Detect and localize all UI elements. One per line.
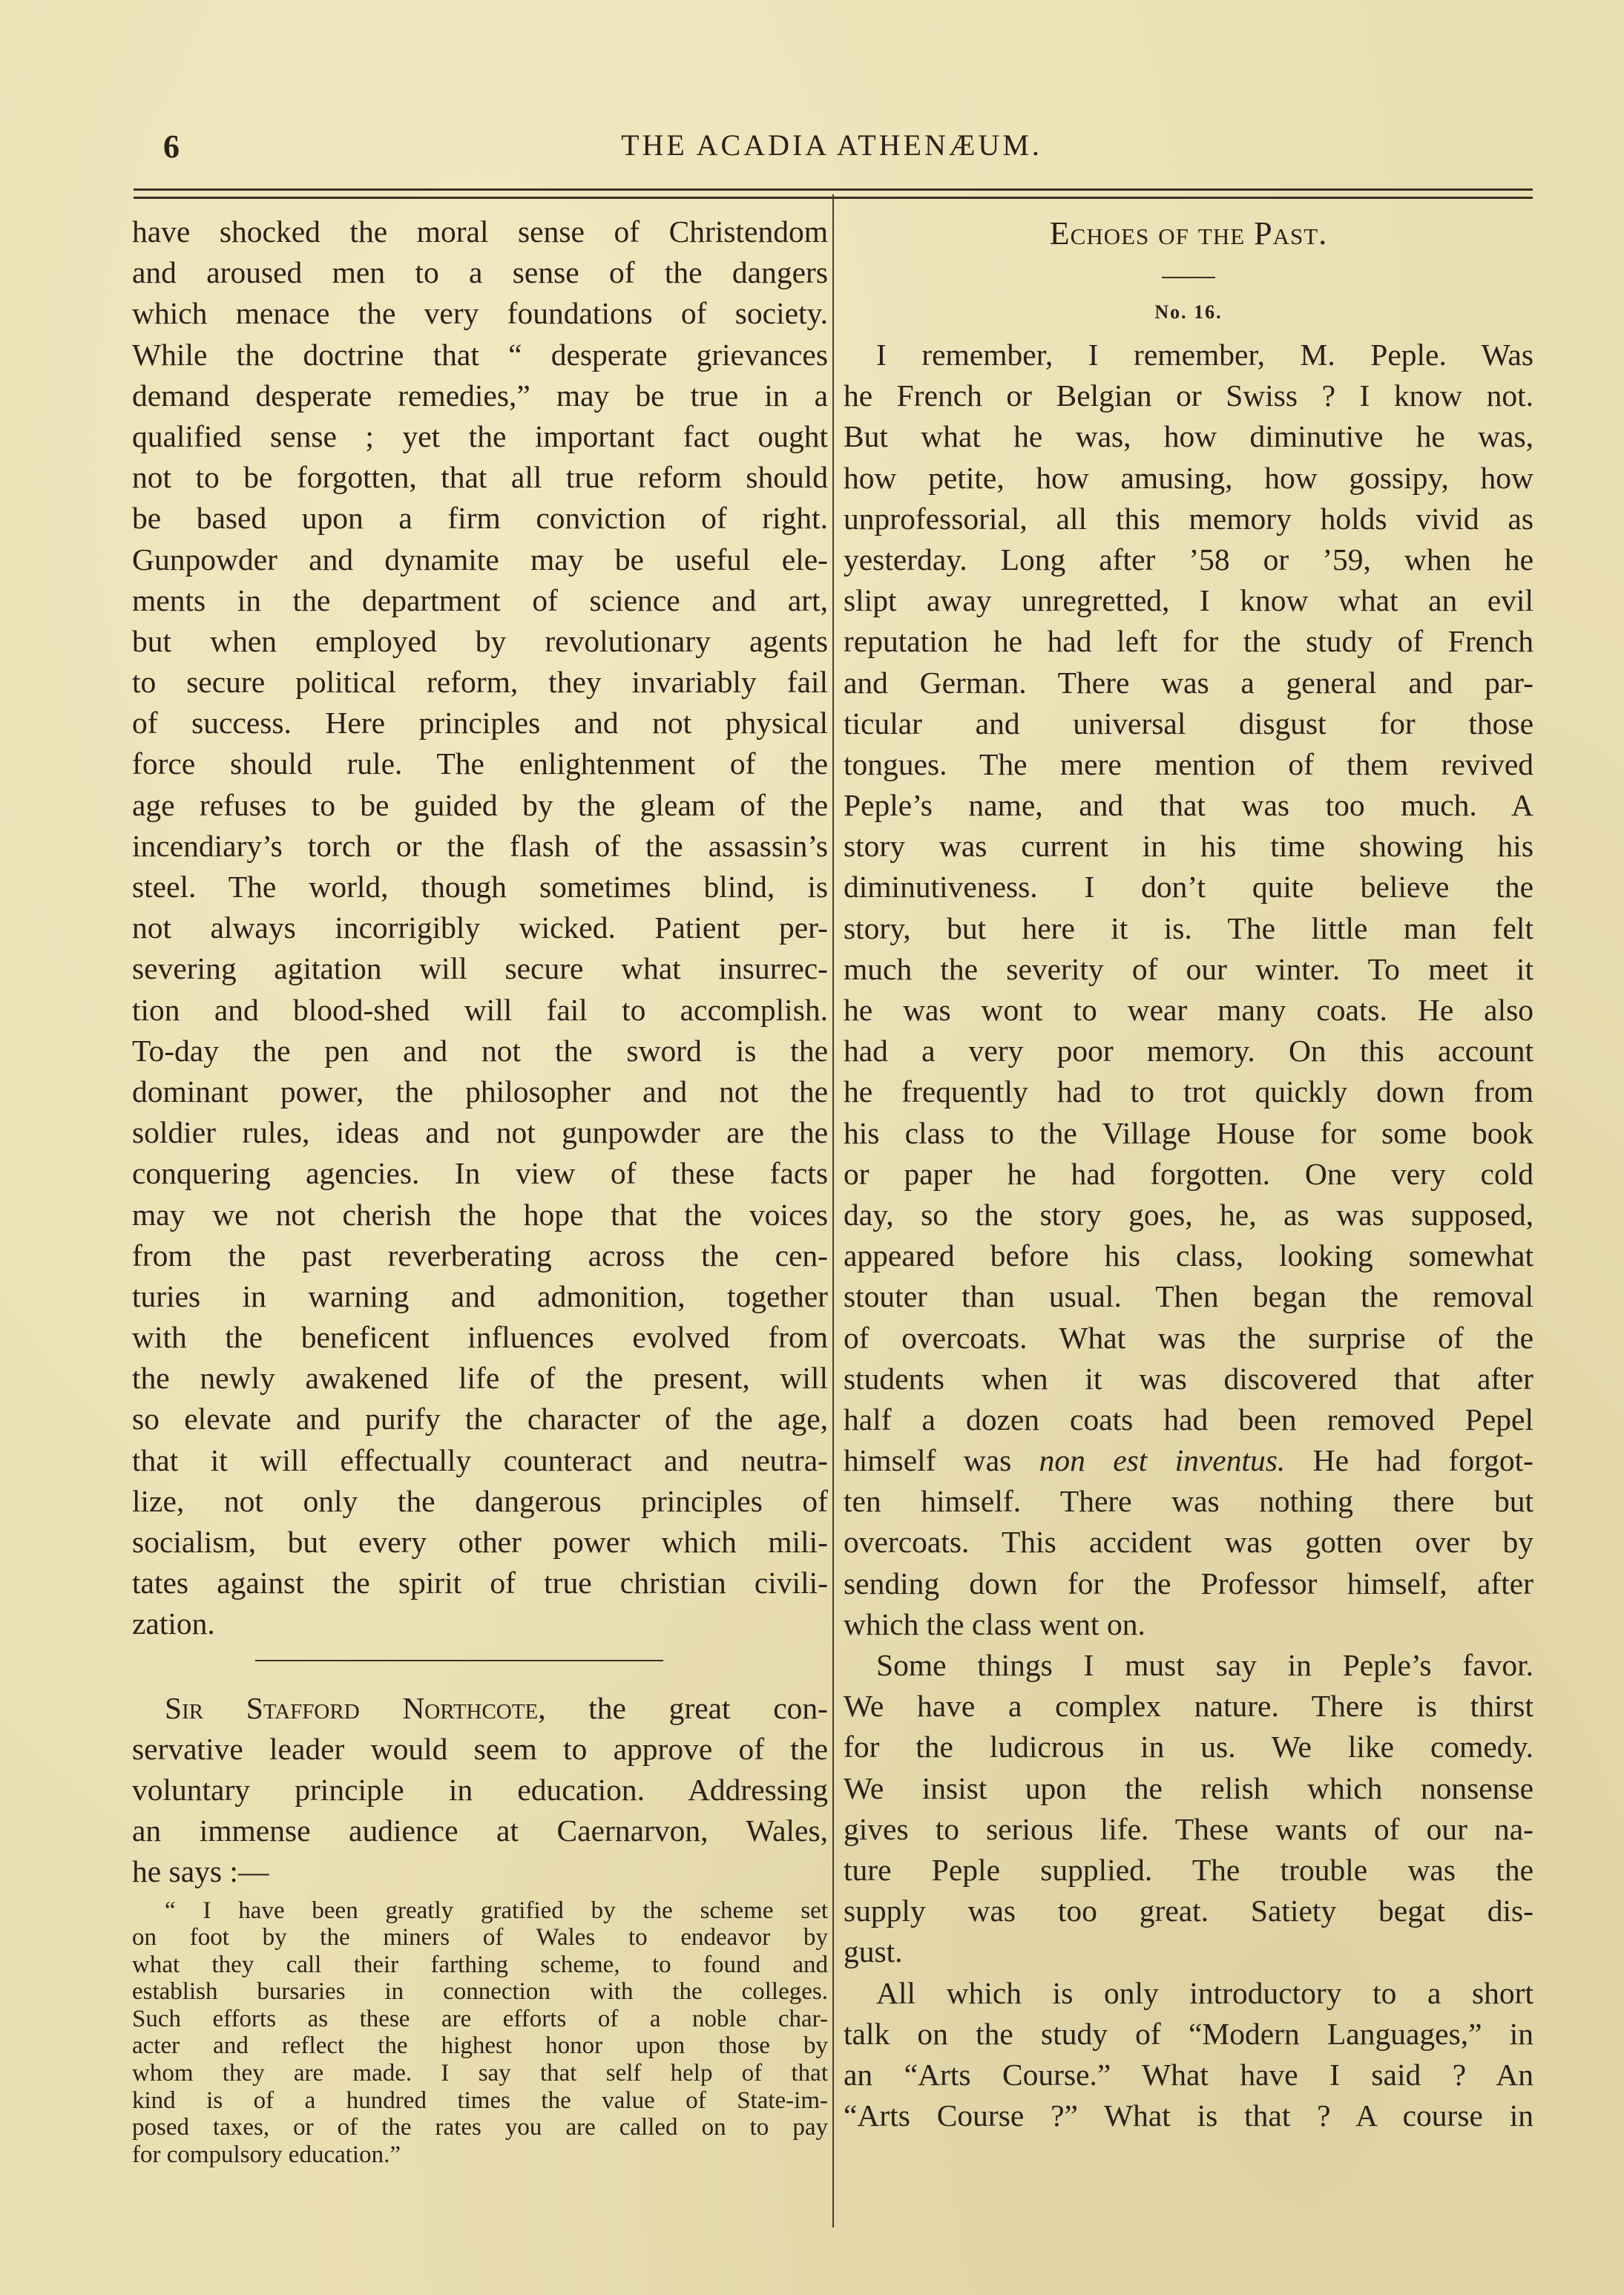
paragraph-line: from the past reverberating across the cen- — [132, 1238, 828, 1273]
paragraph-line: diminutiveness. I don’t quite believe the — [844, 870, 1533, 904]
paragraph-line: gust. — [844, 1934, 903, 1969]
paragraph-line: an immense audience at Caernarvon, Wales, — [132, 1813, 828, 1848]
paragraph-line: Peple’s name, and that was too much. A — [844, 788, 1533, 823]
paragraph-line: incendiary’s torch or the flash of the assassin’s — [132, 828, 828, 863]
title-rule — [1162, 277, 1215, 278]
paragraph-line: not to be forgotten, that all true reform should — [132, 460, 828, 495]
paragraph-line: We have a complex nature. There is thirst — [844, 1689, 1533, 1724]
paragraph-line: voluntary principle in education. Addressing — [132, 1772, 828, 1807]
paragraph-line: All which is only introductory to a short — [876, 1975, 1533, 2010]
paragraph-line: how petite, how amusing, how gossipy, how — [844, 460, 1533, 495]
paragraph-line: he says :— — [132, 1854, 269, 1889]
paragraph-line: and aroused men to a sense of the dangers — [132, 255, 828, 290]
paragraph-line: the newly awakened life of the present, will — [132, 1361, 828, 1396]
paragraph-line: half a dozen coats had been removed Pepel — [844, 1402, 1533, 1437]
paragraph-line: stouter than usual. Then began the removal — [844, 1279, 1533, 1314]
column-divider — [832, 194, 834, 2227]
paragraph-line: whom they are made. I say that self help of that — [132, 2060, 828, 2087]
paragraph-line: of success. Here principles and not physical — [132, 706, 828, 741]
section-divider — [255, 1660, 663, 1661]
paragraph-line: conquering agencies. In view of these facts — [132, 1156, 828, 1191]
speaker-name: Sir Stafford Northcote, — [165, 1690, 546, 1725]
paragraph-line: While the doctrine that “ desperate grievances — [132, 337, 828, 372]
paragraph-line: with the beneficent influences evolved from — [132, 1320, 828, 1355]
paragraph-line: for the ludicrous in us. We like comedy. — [844, 1730, 1533, 1764]
running-title: THE ACADIA ATHENÆUM. — [621, 128, 1042, 162]
paragraph-line: qualified sense ; yet the important fact ought — [132, 418, 828, 453]
paragraph-line: on foot by the miners of Wales to endeavor by — [132, 1924, 828, 1951]
paragraph-line: have shocked the moral sense of Christendom — [132, 214, 828, 249]
paragraph-line: force should rule. The enlightenment of the — [132, 746, 828, 781]
paragraph-line: story was current in his time showing his — [844, 829, 1533, 864]
paragraph-line: not always incorrigibly wicked. Patient per- — [132, 910, 828, 945]
paragraph-line: much the severity of our winter. To meet it — [844, 951, 1533, 986]
paragraph-line: be based upon a firm conviction of right. — [132, 501, 828, 536]
latin-phrase: non est inventus. — [1039, 1443, 1286, 1478]
paragraph-line: soldier rules, ideas and not gunpowder are the — [132, 1115, 828, 1150]
paragraph-line: he French or Belgian or Swiss ? I know not. — [844, 378, 1533, 413]
paragraph-line: overcoats. This accident was gotten over by — [844, 1525, 1533, 1560]
paragraph-line: tion and blood-shed will fail to accomplish. — [132, 992, 828, 1027]
paragraph-line: Some things I must say in Peple’s favor. — [876, 1648, 1533, 1682]
paragraph-line: an “Arts Course.” What have I said ? An — [844, 2057, 1533, 2092]
paragraph-line: may we not cherish the hope that the voices — [132, 1197, 828, 1232]
paragraph-line: ticular and universal disgust for those — [844, 706, 1533, 741]
paragraph-line: lize, not only the dangerous principles of — [132, 1483, 828, 1518]
paragraph-line: socialism, but every other power which mili- — [132, 1525, 828, 1559]
paragraph-line: “Arts Course ?” What is that ? A course in — [844, 2098, 1533, 2133]
paragraph-line: so elevate and purify the character of the age, — [132, 1402, 828, 1437]
issue-number: No. 16. — [1154, 301, 1223, 323]
paragraph-line: had a very poor memory. On this account — [844, 1034, 1533, 1068]
paragraph-line: for compulsory education.” — [132, 2141, 401, 2168]
paragraph-line: ments in the department of science and art, — [132, 582, 828, 617]
paragraph-line: day, so the story goes, he, as was supposed, — [844, 1197, 1533, 1232]
paragraph-line: Sir Stafford Northcote, the great con- — [165, 1690, 828, 1725]
paragraph-line: slipt away unregretted, I know what an evil — [844, 583, 1533, 618]
paragraph-line: But what he was, how diminutive he was, — [844, 419, 1533, 454]
paragraph-line: tongues. The mere mention of them revived — [844, 746, 1533, 781]
paragraph-line: dominant power, the philosopher and not the — [132, 1074, 828, 1109]
paragraph-line: establish bursaries in connection with the colleges. — [132, 1978, 828, 2006]
paragraph-line: what they call their farthing scheme, to found and — [132, 1951, 828, 1978]
paragraph-line: to secure political reform, they invariably fail — [132, 665, 828, 700]
paragraph-line: steel. The world, though sometimes blind, is — [132, 870, 828, 904]
paragraph-line: of overcoats. What was the surprise of the — [844, 1320, 1533, 1355]
paragraph-line: ten himself. There was nothing there but — [844, 1484, 1533, 1519]
article-paragraph — [132, 211, 828, 1645]
paragraph-line: that it will effectually counteract and neutra- — [132, 1442, 828, 1477]
paragraph-line: or paper he had forgotten. One very cold — [844, 1156, 1533, 1191]
paragraph-line: gives to serious life. These wants of our na- — [844, 1811, 1533, 1846]
right-column — [844, 211, 1533, 2136]
paragraph-line: We insist upon the relish which nonsense — [844, 1770, 1533, 1805]
paragraph-line: which menace the very foundations of society. — [132, 296, 828, 331]
paragraph-line: yesterday. Long after ’58 or ’59, when he — [844, 542, 1533, 577]
paragraph-line: he frequently had to trot quickly down from — [844, 1074, 1533, 1109]
paragraph-line: he was wont to wear many coats. He also — [844, 993, 1533, 1027]
paragraph-line: sending down for the Professor himself, after — [844, 1566, 1533, 1600]
paragraph-line: but when employed by revolutionary agents — [132, 623, 828, 658]
paragraph-line: turies in warning and admonition, together — [132, 1278, 828, 1313]
left-column — [132, 211, 828, 2168]
paragraph-line: Gunpowder and dynamite may be useful ele- — [132, 542, 828, 577]
paragraph-line: Such efforts as these are efforts of a noble char- — [132, 2005, 828, 2032]
page-number: 6 — [163, 128, 180, 165]
paragraph-line: To-day the pen and not the sword is the — [132, 1033, 828, 1068]
paragraph-line: himself was non est inventus. He had forgot- — [844, 1443, 1534, 1478]
page-header — [131, 128, 1533, 165]
article-paragraph — [844, 335, 1533, 1440]
paragraph-line: and German. There was a general and par- — [844, 665, 1533, 700]
paragraph-line: his class to the Village House for some book — [844, 1115, 1533, 1150]
paragraph-line: unprofessorial, all this memory holds vivid as — [844, 501, 1533, 536]
paragraph-line: tates against the spirit of true christian civili- — [132, 1566, 828, 1600]
paragraph-line: posed taxes, or of the rates you are called on to pay — [132, 2114, 828, 2141]
paragraph-line: acter and reflect the highest honor upon those by — [132, 2032, 828, 2060]
paragraph-line: demand desperate remedies,” may be true in a — [132, 378, 828, 413]
paragraph-line: I remember, I remember, M. Peple. Was — [876, 338, 1533, 372]
paragraph-line: zation. — [132, 1606, 215, 1641]
paragraph-line: kind is of a hundred times the value of State-im- — [132, 2086, 828, 2114]
paragraph-line: severing agitation will secure what insurrec- — [132, 951, 828, 986]
paragraph-line: “ I have been greatly gratified by the scheme set — [165, 1897, 828, 1924]
section-title: Echoes of the Past. — [1049, 215, 1328, 252]
paragraph-line: supply was too great. Satiety begat dis- — [844, 1894, 1533, 1928]
paragraph-line: appeared before his class, looking somewhat — [844, 1238, 1533, 1273]
article-paragraph — [844, 1645, 1533, 1973]
paragraph-line: students when it was discovered that after — [844, 1361, 1533, 1396]
paragraph-line: which the class went on. — [844, 1606, 1145, 1641]
block-quote — [132, 1897, 828, 2169]
article-paragraph — [844, 1973, 1533, 2137]
paragraph-line: age refuses to be guided by the gleam of the — [132, 787, 828, 822]
paragraph-line: ture Peple supplied. The trouble was the — [844, 1852, 1533, 1887]
article-paragraph-continued — [844, 1481, 1533, 1645]
paragraph-line: servative leader would seem to approve of the — [132, 1731, 828, 1766]
paragraph-line: reputation he had left for the study of French — [844, 624, 1533, 659]
northcote-paragraph — [132, 1688, 828, 1893]
paragraph-line: talk on the study of “Modern Languages,” in — [844, 2016, 1533, 2051]
paragraph-line: story, but here it is. The little man felt — [844, 910, 1533, 945]
